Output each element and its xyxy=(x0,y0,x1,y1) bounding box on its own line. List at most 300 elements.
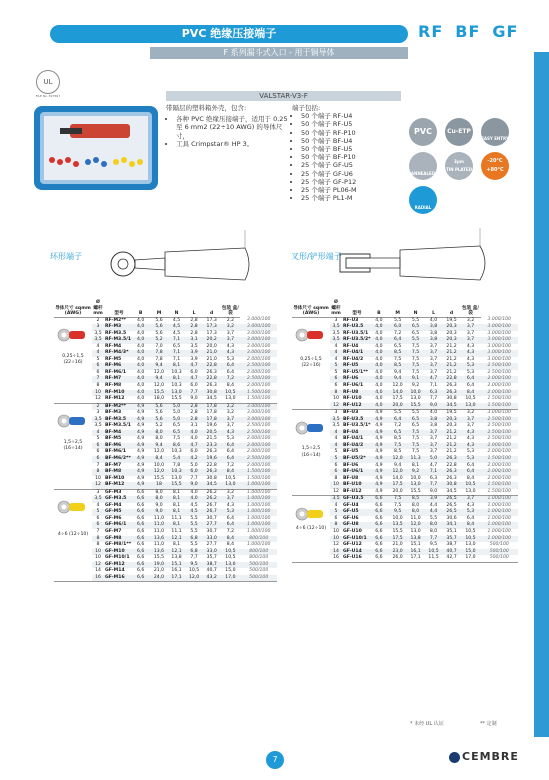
value-cell: 6,4 xyxy=(461,376,481,383)
type-cell: GF-M4 xyxy=(105,502,122,508)
value-cell: 5,4 xyxy=(168,456,186,463)
value-cell: 8,5 xyxy=(393,436,402,442)
value-cell: 22,8 xyxy=(443,376,461,383)
value-cell: 6 xyxy=(96,369,100,375)
type-cell: RF-M6 xyxy=(104,363,134,370)
value-cell: 3,2 xyxy=(226,489,235,495)
value-cell: 4,0 xyxy=(134,390,147,397)
value-cell: 2.000/100 xyxy=(246,449,271,455)
value-cell: 6,6 xyxy=(137,555,145,561)
value-cell: 22,8 xyxy=(203,363,221,370)
value-cell: 7,5 xyxy=(411,356,420,362)
kit-title: 端子包括: xyxy=(292,104,321,112)
value-cell: 9,2 xyxy=(407,469,425,476)
value-cell: 15,5 xyxy=(168,396,186,403)
value-cell: 21,2 xyxy=(446,369,457,375)
value-cell: 3,7 xyxy=(425,363,443,370)
value-cell: 3.000/100 xyxy=(246,343,271,349)
value-cell: 6,3 xyxy=(425,390,443,397)
value-cell: 4,0 xyxy=(375,343,383,349)
value-cell: 13,8 xyxy=(407,536,425,543)
value-cell: 4,4 xyxy=(425,509,443,516)
type-cell: GF-U10/1 xyxy=(342,536,372,543)
value-cell: 4,9 xyxy=(137,410,145,416)
value-cell: 9,1 xyxy=(407,376,425,383)
value-cell: 5 xyxy=(96,436,100,442)
value-cell: 1.000/100 xyxy=(240,482,277,489)
value-cell: 8,1 xyxy=(411,462,420,468)
value-cell: 1.000/100 xyxy=(246,489,271,495)
value-cell: 5,5 xyxy=(393,410,402,416)
value-cell: 4,0 xyxy=(190,436,198,442)
value-cell: 19,6 xyxy=(203,456,221,463)
value-cell: 7,7 xyxy=(190,555,198,561)
value-cell: 21,0 xyxy=(203,350,221,357)
type-cell: BF-U8 xyxy=(343,475,359,481)
value-cell: 7,8 xyxy=(155,356,163,362)
value-cell: 8,0 xyxy=(150,496,168,503)
value-cell: 3 xyxy=(96,410,100,416)
value-cell: 6,0 xyxy=(185,469,203,476)
type-cell: GF-U8 xyxy=(342,522,372,529)
value-cell: 4,0 xyxy=(372,337,386,344)
value-cell: 3,7 xyxy=(466,330,475,336)
type-cell: RF-U8 xyxy=(342,390,372,397)
type-cell: RF-U10 xyxy=(343,396,362,402)
value-cell: 4,0 xyxy=(372,390,386,397)
value-cell: 6,4 xyxy=(226,369,235,375)
value-cell: 6,4 xyxy=(466,515,475,521)
value-cell: 2.500/100 xyxy=(246,423,271,429)
value-cell: 6,0 xyxy=(190,382,198,388)
size-cell: 1,5÷2,5 (16÷14) xyxy=(54,403,92,489)
ul-logo-icon: UL xyxy=(36,70,60,94)
value-cell: 6,4 xyxy=(466,462,475,468)
value-cell: 7,7 xyxy=(185,390,203,397)
value-cell: 10,3 xyxy=(171,382,182,388)
value-cell: 3,5 xyxy=(94,423,102,429)
value-cell: 6,4 xyxy=(461,469,481,476)
value-cell: 3 xyxy=(334,317,338,323)
value-cell: 3 xyxy=(334,410,338,416)
type-cell: RF-M6/1 xyxy=(105,369,127,375)
easy-entry-badge-icon: EASY ENTRY xyxy=(481,118,509,146)
value-cell: 4,0 xyxy=(134,337,147,344)
value-cell: 4,7 xyxy=(425,376,443,383)
value-cell: 4,9 xyxy=(372,482,386,489)
value-cell: 4 xyxy=(334,436,338,442)
value-cell: 20,0 xyxy=(389,403,407,410)
col-phi: Ø 螺杆 mm xyxy=(331,300,341,316)
value-cell: 26,3 xyxy=(443,456,461,463)
value-cell: 10,0 xyxy=(410,475,421,481)
value-cell: 6,6 xyxy=(372,555,386,562)
fork-terminal-table xyxy=(292,300,518,563)
value-cell: 8,5 xyxy=(407,496,425,503)
value-cell: 3.000/100 xyxy=(487,330,511,336)
value-cell: 6,5 xyxy=(168,430,186,437)
col-d: d xyxy=(203,300,221,317)
value-cell: 8 xyxy=(334,475,338,481)
col-size: 导体尺寸 sqmm (AWG) xyxy=(292,300,330,317)
value-cell: 4,0 xyxy=(375,369,383,375)
value-cell: 5,5 xyxy=(429,515,438,521)
value-cell: 5,5 xyxy=(190,529,198,534)
value-cell: 8,4 xyxy=(226,382,235,388)
value-cell: 4,0 xyxy=(372,350,386,357)
value-cell: 3,9 xyxy=(185,350,203,357)
table-row xyxy=(292,317,518,324)
value-cell: 2.000/100 xyxy=(246,356,271,362)
value-cell: 10,3 xyxy=(171,449,182,455)
value-cell: 5,6 xyxy=(155,317,163,323)
value-cell: 6 xyxy=(334,515,338,521)
value-cell: 6,4 xyxy=(226,449,235,455)
value-cell: 20,3 xyxy=(446,330,457,336)
value-cell: 26,5 xyxy=(443,509,461,516)
value-cell: 30,8 xyxy=(203,390,221,397)
value-cell: 26,2 xyxy=(203,496,221,503)
value-cell: 5,5 xyxy=(190,515,198,521)
value-cell: 4,0 xyxy=(134,324,147,331)
value-cell: 8,0 xyxy=(155,489,163,495)
value-cell: 1.000/100 xyxy=(246,515,271,521)
value-cell: 1.000/100 xyxy=(246,502,271,508)
type-cell: BF-U4/1 xyxy=(343,436,364,442)
type-cell: GF-M16 xyxy=(104,575,134,582)
value-cell: 35,7 xyxy=(206,555,217,561)
type-cell: BF-U10 xyxy=(342,482,372,489)
value-cell: 4,0 xyxy=(375,356,383,362)
value-cell: 13,0 xyxy=(220,482,240,489)
value-cell: 5,3 xyxy=(226,356,235,362)
value-cell: 10,5 xyxy=(461,482,481,489)
value-cell: 6,6 xyxy=(137,542,145,548)
value-cell: 5,0 xyxy=(190,462,198,468)
value-cell: 3,2 xyxy=(466,317,475,323)
value-cell: 12,0 xyxy=(153,382,165,388)
value-cell: 3,2 xyxy=(466,410,475,416)
value-cell: 9,0 xyxy=(155,502,163,508)
value-cell: 4,3 xyxy=(466,436,475,442)
value-cell: 6 xyxy=(92,456,104,463)
value-cell: 42,7 xyxy=(443,555,461,562)
terminal-color-icon xyxy=(294,504,324,524)
value-cell: 7,1 xyxy=(168,337,186,344)
value-cell: 12 xyxy=(330,403,342,410)
value-cell: 3,2 xyxy=(226,410,235,416)
value-cell: 10,5 xyxy=(225,475,236,481)
value-cell: 18,0 xyxy=(150,396,168,403)
value-cell: 30,7 xyxy=(206,529,217,534)
value-cell: 4,0 xyxy=(137,343,145,349)
value-cell: 4,0 xyxy=(429,410,438,416)
value-cell: 13,0 xyxy=(220,562,240,569)
value-cell: 3,7 xyxy=(425,430,443,437)
value-cell: 7,5 xyxy=(407,443,425,450)
size-cell: 4÷6 (12÷10) xyxy=(292,496,330,562)
type-cell: RF-M4 xyxy=(105,343,122,349)
value-cell: 38,7 xyxy=(446,542,457,548)
value-cell: 23,0 xyxy=(389,549,407,556)
size-cell: 0,25÷1,5 (22÷16) xyxy=(54,317,92,403)
value-cell: 6,6 xyxy=(375,529,383,534)
value-cell: 4 xyxy=(334,356,338,362)
code-bf: BF xyxy=(455,22,481,41)
value-cell: 4,9 xyxy=(137,462,145,468)
table-row xyxy=(292,496,518,503)
type-cell: RF-M3 xyxy=(104,324,134,331)
value-cell: 10 xyxy=(330,482,342,489)
value-cell: 26,7 xyxy=(203,509,221,516)
value-cell: 10 xyxy=(330,536,342,543)
value-cell: 3,7 xyxy=(461,337,481,344)
table-row xyxy=(54,317,277,324)
value-cell: 15,5 xyxy=(150,390,168,397)
value-cell: 4,9 xyxy=(134,469,147,476)
value-cell: 5,6 xyxy=(155,410,163,416)
type-cell: RF-U3 xyxy=(343,317,359,323)
value-cell: 500/100 xyxy=(249,568,269,574)
value-cell: 17,5 xyxy=(389,482,407,489)
value-cell: 5,6 xyxy=(150,417,168,424)
value-cell: 3.000/100 xyxy=(487,410,511,416)
value-cell: 10,0 xyxy=(153,462,165,468)
value-cell: 12,0 xyxy=(392,382,403,388)
value-cell: 8,4 xyxy=(220,536,240,543)
type-cell: RF-M3.5/1 xyxy=(104,337,134,344)
value-cell: 21,2 xyxy=(443,350,461,357)
value-cell: 4,9 xyxy=(372,469,386,476)
value-cell: 4 xyxy=(96,502,100,508)
value-cell: 8 xyxy=(330,522,342,529)
value-cell: 4,5 xyxy=(190,502,198,508)
value-cell: 4 xyxy=(92,350,104,357)
kit-case-image xyxy=(30,100,162,194)
value-cell: 7,1 xyxy=(168,350,186,357)
value-cell: 3,5 xyxy=(330,337,342,344)
value-cell: 7 xyxy=(92,376,104,383)
value-cell: 7,1 xyxy=(429,382,438,388)
value-cell: 2.500/100 xyxy=(240,430,277,437)
value-cell: 1.000/100 xyxy=(481,509,519,516)
value-cell: 15,1 xyxy=(410,542,421,548)
type-cell: BF-U6 xyxy=(343,462,359,468)
value-cell: 2.000/100 xyxy=(481,376,519,383)
value-cell: 17,5 xyxy=(392,396,403,402)
value-cell: 3,5 xyxy=(332,423,340,429)
type-cell: BF-M7 xyxy=(105,462,122,468)
type-cell: RF-U3.5 xyxy=(342,324,372,331)
value-cell: 3,7 xyxy=(461,417,481,424)
value-cell: 5,5 xyxy=(407,337,425,344)
value-cell: 4,9 xyxy=(134,417,147,424)
value-cell: 3.000/100 xyxy=(481,337,519,344)
value-cell: 2,8 xyxy=(185,417,203,424)
value-cell: 10 xyxy=(95,555,101,561)
value-cell: 10,0 xyxy=(407,390,425,397)
value-cell: 10,5 xyxy=(465,529,476,534)
value-cell: 40,7 xyxy=(443,549,461,556)
value-cell: 8,1 xyxy=(168,376,186,383)
desc-bullet: • 工具 Crimpstar® HP 3。 xyxy=(176,140,288,149)
value-cell: 10 xyxy=(92,549,104,556)
value-cell: 3.000/100 xyxy=(240,324,277,331)
value-cell: 3,7 xyxy=(461,496,481,503)
value-cell: 4,3 xyxy=(461,430,481,437)
value-cell: 5 xyxy=(330,456,342,463)
table-row xyxy=(54,489,277,496)
col-n: N xyxy=(407,300,425,317)
value-cell: 5,3 xyxy=(461,456,481,463)
value-cell: 6 xyxy=(330,376,342,383)
type-cell: GF-U10 xyxy=(343,529,362,534)
value-cell: 3,5 xyxy=(190,343,198,349)
value-cell: 11,5 xyxy=(425,555,443,562)
value-cell: 6,6 xyxy=(134,562,147,569)
value-cell: 13,0 xyxy=(410,529,421,534)
value-cell: 3,7 xyxy=(425,443,443,450)
value-cell: 6,6 xyxy=(137,515,145,521)
value-cell: 15,5 xyxy=(168,482,186,489)
value-cell: 5,5 xyxy=(411,317,420,323)
value-cell: 6,6 xyxy=(372,549,386,556)
value-cell: 7,0 xyxy=(155,343,163,349)
value-cell: 4,0 xyxy=(372,324,386,331)
value-cell: 17,8 xyxy=(203,417,221,424)
value-cell: 9,0 xyxy=(185,396,203,403)
value-cell: 8,1 xyxy=(168,509,186,516)
size-cell: 0,25÷1,5 (22÷16) xyxy=(292,317,330,410)
value-cell: 4,5 xyxy=(172,317,181,323)
page-title: PVC 绝缘压接端子 xyxy=(50,25,408,43)
value-cell: 1.000/100 xyxy=(481,536,519,543)
value-cell: 3,1 xyxy=(185,337,203,344)
value-cell: 8 xyxy=(92,469,104,476)
value-cell: 30,8 xyxy=(443,482,461,489)
value-cell: 30,6 xyxy=(446,515,457,521)
value-cell: 8,0 xyxy=(411,502,420,508)
value-cell: 8,1 xyxy=(168,363,186,370)
value-cell: 6,6 xyxy=(375,502,383,508)
value-cell: 7,7 xyxy=(425,536,443,543)
value-cell: 4,9 xyxy=(375,475,383,481)
value-cell: 34,5 xyxy=(203,482,221,489)
value-cell: 30,8 xyxy=(206,475,217,481)
value-cell: 12 xyxy=(330,489,342,496)
type-cell: GF-M5 xyxy=(104,509,134,516)
type-cell: RF-M4/3* xyxy=(104,350,134,357)
type-cell: BF-M4 xyxy=(104,430,134,437)
value-cell: 9,0 xyxy=(425,403,443,410)
value-cell: 21,2 xyxy=(446,356,457,362)
value-cell: 3,8 xyxy=(429,423,438,429)
value-cell: 7,2 xyxy=(393,423,402,429)
value-cell: 4,5 xyxy=(172,330,181,336)
value-cell: 6,6 xyxy=(137,489,145,495)
value-cell: 6,0 xyxy=(389,324,407,331)
value-cell: 7,5 xyxy=(389,496,407,503)
type-cell: RF-M12 xyxy=(104,396,134,403)
kit-item: • 50 个端子 BF-U5 xyxy=(301,145,402,153)
value-cell: 3,9 xyxy=(425,496,443,503)
value-cell: 26,5 xyxy=(446,502,457,508)
value-cell: 3.000/100 xyxy=(240,417,277,424)
value-cell: 22,8 xyxy=(203,376,221,383)
value-cell: 2.000/100 xyxy=(246,369,271,375)
value-cell: 8,5 xyxy=(389,350,407,357)
value-cell: 26,3 xyxy=(203,469,221,476)
kit-description xyxy=(166,104,288,149)
col-pack: 包装 盒/袋 xyxy=(461,300,481,317)
value-cell: 17,0 xyxy=(461,555,481,562)
type-cell: BF-U3.5 xyxy=(342,417,372,424)
value-cell: 17,8 xyxy=(203,403,221,410)
type-cell: BF-M6 xyxy=(104,443,134,450)
value-cell: 35,7 xyxy=(443,536,461,543)
value-cell: 2,2 xyxy=(220,403,240,410)
value-cell: 21,5 xyxy=(206,436,217,442)
value-cell: 2.500/100 xyxy=(240,456,277,463)
value-cell: 13,6 xyxy=(150,536,168,543)
value-cell: 12,0 xyxy=(150,469,168,476)
value-cell: 4,9 xyxy=(372,443,386,450)
kit-item: • 25 个端子 PL06-M xyxy=(301,186,402,194)
value-cell: 38,7 xyxy=(203,562,221,569)
value-cell: 6,6 xyxy=(134,549,147,556)
value-cell: 4,9 xyxy=(137,475,145,481)
value-cell: 4,0 xyxy=(372,403,386,410)
value-cell: 8,0 xyxy=(155,436,163,442)
value-cell: 7,5 xyxy=(389,443,407,450)
value-cell: 1.500/100 xyxy=(481,489,519,496)
value-cell: 7,7 xyxy=(425,482,443,489)
value-cell: 13,0 xyxy=(220,396,240,403)
value-cell: 4,0 xyxy=(137,330,145,336)
value-cell: 5 xyxy=(334,449,338,455)
value-cell: 3,5 xyxy=(94,330,102,336)
value-cell: 3,7 xyxy=(429,343,438,349)
value-cell: 6,8 xyxy=(185,549,203,556)
value-cell: 8,4 xyxy=(461,390,481,397)
value-cell: 3,9 xyxy=(190,356,198,362)
value-cell: 3,7 xyxy=(466,423,475,429)
value-cell: 8,1 xyxy=(172,489,181,495)
value-cell: 6,6 xyxy=(137,502,145,508)
col-b: B xyxy=(134,300,147,317)
value-cell: 8,0 xyxy=(425,522,443,529)
value-cell: 3,5 xyxy=(92,496,104,503)
value-cell: 4,4 xyxy=(429,502,438,508)
value-cell: 30,7 xyxy=(206,515,217,521)
col-l: L xyxy=(185,300,203,317)
value-cell: 7,5 xyxy=(411,343,420,349)
value-cell: 9,4 xyxy=(393,462,402,468)
value-cell: 4 xyxy=(330,443,342,450)
value-cell: 20,3 xyxy=(446,423,457,429)
value-cell: 7,7 xyxy=(190,475,198,481)
value-cell: 6 xyxy=(96,449,100,455)
value-cell: 13,0 xyxy=(171,475,182,481)
value-cell: 20,3 xyxy=(443,337,461,344)
type-cell: RF-U4 xyxy=(343,343,359,349)
value-cell: 12 xyxy=(92,396,104,403)
value-cell: 4,0 xyxy=(375,330,383,336)
value-cell: 8,0 xyxy=(429,529,438,534)
value-cell: 2.000/100 xyxy=(487,382,511,388)
value-cell: 4,0 xyxy=(185,430,203,437)
value-cell: 2.000/100 xyxy=(481,469,519,476)
